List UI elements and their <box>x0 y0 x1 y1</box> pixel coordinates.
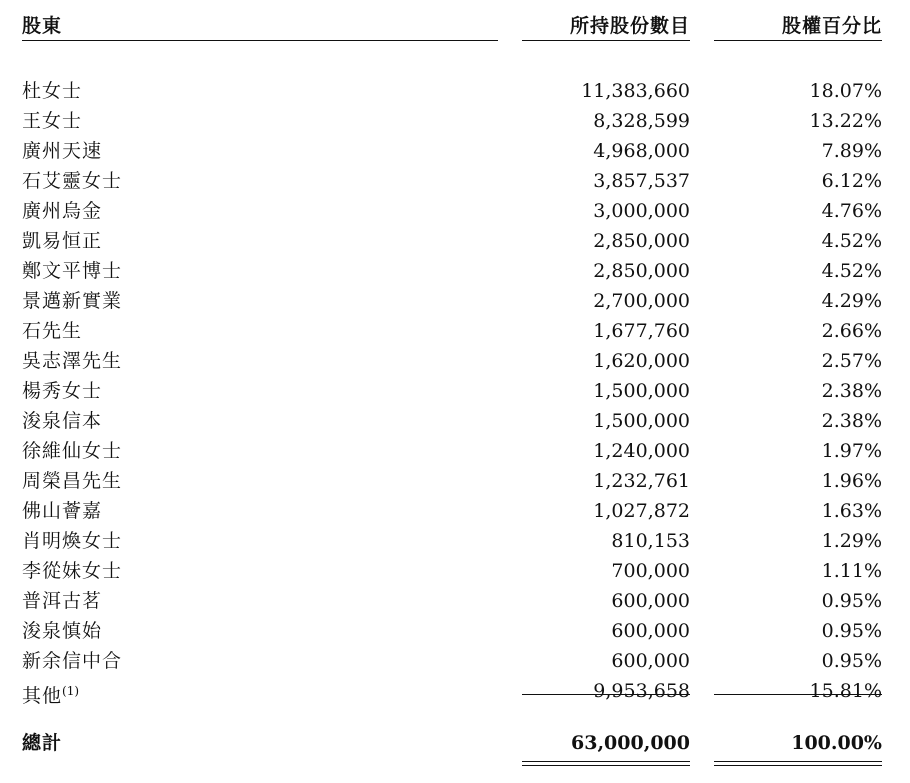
table-row <box>22 316 883 346</box>
shareholding-pct: 7.89% <box>821 140 882 162</box>
shareholder-name <box>22 316 82 346</box>
shareholder-name <box>22 256 122 286</box>
shares-held: 1,027,872 <box>593 500 690 522</box>
shareholder-name-text: 普洱古茗 <box>22 590 103 612</box>
header-shareholding-percentage: 股權百分比 <box>714 16 882 41</box>
shareholder-name-text: 周榮昌先生 <box>22 470 123 492</box>
shares-held: 1,232,761 <box>593 470 690 492</box>
table-row <box>22 526 883 556</box>
shares-held: 2,850,000 <box>593 260 690 282</box>
shareholder-name-text: 浚泉信本 <box>22 410 103 432</box>
shares-held: 9,953,658 <box>593 680 690 702</box>
shares-held: 600,000 <box>611 590 690 612</box>
shareholder-name <box>22 676 79 711</box>
shares-held: 700,000 <box>611 560 690 582</box>
shareholder-name <box>22 136 102 166</box>
footnote-marker: (1) <box>62 684 80 698</box>
shareholding-pct: 1.63% <box>821 500 882 522</box>
shareholder-name-text: 吳志澤先生 <box>22 350 123 372</box>
shareholding-pct: 15.81% <box>809 680 882 702</box>
shareholder-name-text: 廣州天速 <box>22 140 103 162</box>
shareholder-name-text: 景邁新實業 <box>22 290 123 312</box>
table-body <box>22 76 883 706</box>
table-row <box>22 586 883 616</box>
shareholding-pct: 4.29% <box>821 290 882 312</box>
shareholder-name-text: 浚泉慎始 <box>22 620 103 642</box>
table-row <box>22 406 883 436</box>
table-row <box>22 136 883 166</box>
shareholding-pct: 2.38% <box>821 410 882 432</box>
shareholder-name-text: 鄭文平博士 <box>22 260 123 282</box>
shareholding-pct: 4.76% <box>821 200 882 222</box>
subtotal-line-pct <box>714 694 882 695</box>
shareholding-pct: 0.95% <box>821 650 882 672</box>
shares-held: 1,500,000 <box>593 410 690 432</box>
table-row <box>22 676 883 706</box>
shareholder-name <box>22 586 102 616</box>
shareholder-name <box>22 616 102 646</box>
table-row <box>22 226 883 256</box>
table-row <box>22 346 883 376</box>
total-double-underline-shares <box>522 761 690 766</box>
shares-held: 810,153 <box>611 530 690 552</box>
shareholder-name <box>22 106 82 136</box>
table-row <box>22 166 883 196</box>
table-row <box>22 256 883 286</box>
shareholder-name <box>22 286 122 316</box>
shareholder-name-text: 新余信中合 <box>22 650 123 672</box>
table-row <box>22 466 883 496</box>
total-shares: 63,000,000 <box>571 732 690 754</box>
total-row <box>22 728 883 758</box>
table-row <box>22 196 883 226</box>
shareholder-name-text: 廣州烏金 <box>22 200 103 222</box>
shareholder-name <box>22 376 102 406</box>
table-header <box>22 16 883 40</box>
shareholder-name <box>22 166 122 196</box>
shares-held: 2,700,000 <box>593 290 690 312</box>
shareholder-name <box>22 196 102 226</box>
shareholder-name <box>22 436 122 466</box>
table-row <box>22 286 883 316</box>
shareholder-name <box>22 406 102 436</box>
shareholder-name <box>22 526 122 556</box>
shareholder-name <box>22 226 102 256</box>
shares-held: 3,857,537 <box>593 170 690 192</box>
shareholder-name-text: 肖明煥女士 <box>22 530 123 552</box>
shareholder-name <box>22 556 122 586</box>
table-row <box>22 616 883 646</box>
shareholding-pct: 6.12% <box>821 170 882 192</box>
shareholder-name <box>22 466 122 496</box>
shareholding-pct: 2.38% <box>821 380 882 402</box>
shares-held: 8,328,599 <box>593 110 690 132</box>
shares-held: 1,500,000 <box>593 380 690 402</box>
shareholding-table <box>22 8 883 778</box>
shares-held: 1,620,000 <box>593 350 690 372</box>
shareholding-pct: 13.22% <box>809 110 882 132</box>
subtotal-line-shares <box>522 694 690 695</box>
shareholder-name-text: 李從妹女士 <box>22 560 123 582</box>
shareholding-pct: 2.66% <box>821 320 882 342</box>
table-row <box>22 76 883 106</box>
shares-held: 1,240,000 <box>593 440 690 462</box>
shareholding-pct: 1.11% <box>821 560 882 582</box>
shareholder-name-text: 楊秀女士 <box>22 380 103 402</box>
shareholder-name-text: 石先生 <box>22 320 83 342</box>
shareholder-name <box>22 646 122 676</box>
table-row <box>22 556 883 586</box>
shares-held: 4,968,000 <box>593 140 690 162</box>
table-row <box>22 376 883 406</box>
shareholder-name <box>22 496 102 526</box>
table-row <box>22 646 883 676</box>
shareholding-pct: 1.97% <box>821 440 882 462</box>
shares-held: 600,000 <box>611 650 690 672</box>
shareholding-pct: 0.95% <box>821 590 882 612</box>
table-row <box>22 496 883 526</box>
shareholder-name-text: 石艾靈女士 <box>22 170 123 192</box>
shareholding-pct: 1.29% <box>821 530 882 552</box>
shares-held: 11,383,660 <box>581 80 690 102</box>
shareholding-pct: 1.96% <box>821 470 882 492</box>
table-row <box>22 106 883 136</box>
table-row <box>22 436 883 466</box>
shareholder-name-text: 徐維仙女士 <box>22 440 123 462</box>
shareholding-pct: 18.07% <box>809 80 882 102</box>
shares-held: 2,850,000 <box>593 230 690 252</box>
shareholder-name-text: 王女士 <box>22 110 83 132</box>
shares-held: 3,000,000 <box>593 200 690 222</box>
shareholding-pct: 4.52% <box>821 230 882 252</box>
shareholder-name-text: 杜女士 <box>22 80 83 102</box>
shares-held: 600,000 <box>611 620 690 642</box>
header-shares-held: 所持股份數目 <box>522 16 690 41</box>
shareholder-name-text: 凱易恒正 <box>22 230 103 252</box>
total-label: 總計 <box>22 732 63 754</box>
shareholding-pct: 0.95% <box>821 620 882 642</box>
shareholder-name-text: 佛山薈嘉 <box>22 500 103 522</box>
shareholder-name <box>22 76 82 106</box>
shareholder-name <box>22 346 122 376</box>
shares-held: 1,677,760 <box>593 320 690 342</box>
shareholding-pct: 4.52% <box>821 260 882 282</box>
total-pct: 100.00% <box>791 732 882 754</box>
header-shareholder: 股東 <box>22 16 498 41</box>
shareholding-pct: 2.57% <box>821 350 882 372</box>
total-double-underline-pct <box>714 761 882 766</box>
shareholder-name-text: 其他 <box>22 685 63 707</box>
